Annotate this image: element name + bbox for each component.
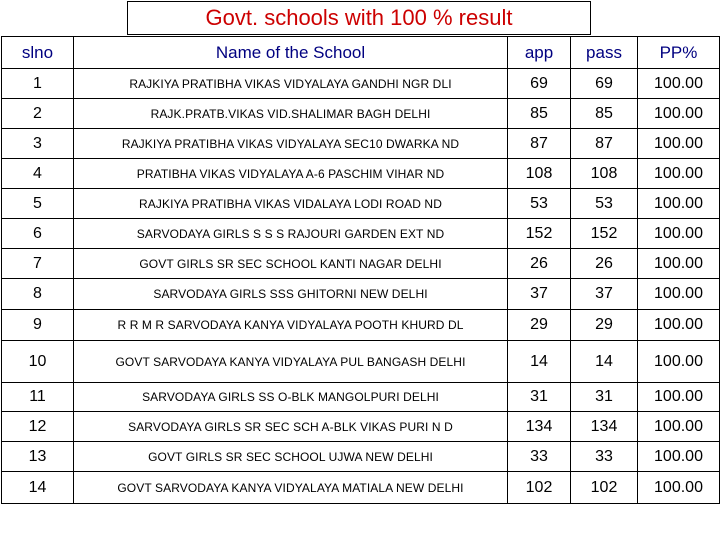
- cell-pass: 85: [571, 99, 638, 129]
- cell-app: 29: [508, 310, 571, 341]
- cell-pp: 100.00: [638, 383, 720, 412]
- cell-slno: 6: [2, 219, 74, 249]
- cell-pp: 100.00: [638, 341, 720, 383]
- cell-pp: 100.00: [638, 99, 720, 129]
- cell-app: 37: [508, 279, 571, 310]
- table-body: [2, 69, 720, 504]
- table-row: [2, 69, 720, 99]
- table-row: [2, 412, 720, 442]
- cell-slno: 10: [2, 341, 74, 383]
- results-table: [1, 36, 720, 504]
- cell-pass: 102: [571, 472, 638, 504]
- cell-slno: 5: [2, 189, 74, 219]
- table-row: [2, 249, 720, 279]
- page-title: Govt. schools with 100 % result: [127, 1, 591, 35]
- cell-pp: 100.00: [638, 249, 720, 279]
- cell-slno: 3: [2, 129, 74, 159]
- table-row: [2, 442, 720, 472]
- cell-pass: 87: [571, 129, 638, 159]
- cell-pass: 26: [571, 249, 638, 279]
- table-row: [2, 310, 720, 341]
- cell-school-name: SARVODAYA GIRLS SS O-BLK MANGOLPURI DELHI: [74, 383, 508, 412]
- header-slno: slno: [2, 37, 74, 69]
- cell-app: 26: [508, 249, 571, 279]
- cell-slno: 11: [2, 383, 74, 412]
- cell-pp: 100.00: [638, 442, 720, 472]
- header-pp: PP%: [638, 37, 720, 69]
- cell-app: 152: [508, 219, 571, 249]
- cell-app: 31: [508, 383, 571, 412]
- cell-pass: 152: [571, 219, 638, 249]
- table-row: [2, 159, 720, 189]
- cell-school-name: R R M R SARVODAYA KANYA VIDYALAYA POOTH KHURD DL: [74, 310, 508, 341]
- cell-pass: 29: [571, 310, 638, 341]
- cell-pass: 53: [571, 189, 638, 219]
- cell-pass: 33: [571, 442, 638, 472]
- cell-pp: 100.00: [638, 219, 720, 249]
- cell-pass: 108: [571, 159, 638, 189]
- header-app: app: [508, 37, 571, 69]
- cell-school-name: RAJKIYA PRATIBHA VIKAS VIDYALAYA SEC10 DWARKA ND: [74, 129, 508, 159]
- cell-school-name: RAJKIYA PRATIBHA VIKAS VIDYALAYA GANDHI NGR DLI: [74, 69, 508, 99]
- header-pass: pass: [571, 37, 638, 69]
- header-school-name: Name of the School: [74, 37, 508, 69]
- cell-app: 33: [508, 442, 571, 472]
- cell-pp: 100.00: [638, 69, 720, 99]
- cell-pp: 100.00: [638, 310, 720, 341]
- cell-app: 53: [508, 189, 571, 219]
- cell-pp: 100.00: [638, 159, 720, 189]
- cell-slno: 14: [2, 472, 74, 504]
- cell-app: 87: [508, 129, 571, 159]
- cell-app: 14: [508, 341, 571, 383]
- cell-slno: 1: [2, 69, 74, 99]
- cell-school-name: GOVT GIRLS SR SEC SCHOOL UJWA NEW DELHI: [74, 442, 508, 472]
- table-row: [2, 341, 720, 383]
- cell-pass: 31: [571, 383, 638, 412]
- cell-pp: 100.00: [638, 412, 720, 442]
- table-row: [2, 129, 720, 159]
- cell-slno: 12: [2, 412, 74, 442]
- cell-school-name: RAJKIYA PRATIBHA VIKAS VIDALAYA LODI ROAD ND: [74, 189, 508, 219]
- cell-pass: 37: [571, 279, 638, 310]
- table-row: [2, 279, 720, 310]
- cell-pass: 134: [571, 412, 638, 442]
- cell-pass: 69: [571, 69, 638, 99]
- table-row: [2, 99, 720, 129]
- cell-pp: 100.00: [638, 279, 720, 310]
- table-row: [2, 219, 720, 249]
- cell-school-name: RAJK.PRATB.VIKAS VID.SHALIMAR BAGH DELHI: [74, 99, 508, 129]
- table-row: [2, 189, 720, 219]
- cell-slno: 4: [2, 159, 74, 189]
- cell-school-name: PRATIBHA VIKAS VIDYALAYA A-6 PASCHIM VIHAR ND: [74, 159, 508, 189]
- cell-app: 85: [508, 99, 571, 129]
- cell-pass: 14: [571, 341, 638, 383]
- cell-app: 69: [508, 69, 571, 99]
- header-row: [2, 37, 720, 69]
- cell-slno: 9: [2, 310, 74, 341]
- cell-school-name: GOVT GIRLS SR SEC SCHOOL KANTI NAGAR DELHI: [74, 249, 508, 279]
- table-row: [2, 383, 720, 412]
- cell-slno: 8: [2, 279, 74, 310]
- cell-app: 102: [508, 472, 571, 504]
- cell-school-name: SARVODAYA GIRLS S S S RAJOURI GARDEN EXT ND: [74, 219, 508, 249]
- table-row: [2, 472, 720, 504]
- cell-school-name: SARVODAYA GIRLS SR SEC SCH A-BLK VIKAS PURI N D: [74, 412, 508, 442]
- cell-app: 134: [508, 412, 571, 442]
- cell-school-name: GOVT SARVODAYA KANYA VIDYALAYA PUL BANGASH DELHI: [74, 341, 508, 383]
- cell-slno: 2: [2, 99, 74, 129]
- cell-app: 108: [508, 159, 571, 189]
- cell-slno: 7: [2, 249, 74, 279]
- cell-slno: 13: [2, 442, 74, 472]
- cell-pp: 100.00: [638, 472, 720, 504]
- cell-school-name: SARVODAYA GIRLS SSS GHITORNI NEW DELHI: [74, 279, 508, 310]
- cell-pp: 100.00: [638, 129, 720, 159]
- cell-school-name: GOVT SARVODAYA KANYA VIDYALAYA MATIALA NEW DELHI: [74, 472, 508, 504]
- cell-pp: 100.00: [638, 189, 720, 219]
